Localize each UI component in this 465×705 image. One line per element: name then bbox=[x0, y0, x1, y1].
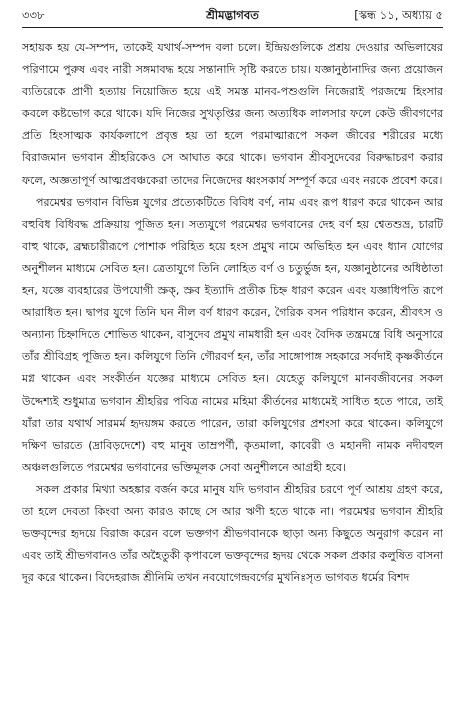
page-body bbox=[22, 37, 443, 589]
paragraph-1: সহায়ক হয় যে-সম্পদ, তাকেই যথার্থ-সম্পদ বলা চলে। ইন্দ্রিয়গুলিকে প্রশ্রয় দেওয়ার অভিলাষের পরিণামে পুরুষ এবং নারী সঙ্গমাবদ্ধ হয়ে সন্তানাদি সৃষ্টি করতে চায়। যজ্ঞানুষ্ঠানাদির জন্য প্রয়োজন ব্যতিরেকে প্রাণী হত্যায় নিয়োজিত হয়ে এই সমস্ত মানব-পশুগুলি নিজেরাই পরজন্মে হিংসার কবলে কষ্টভোগ করে থাকে। যদি নিজের সুখতৃপ্তির জন্য অত্যধিক লালসার ফলে কেউ জীবগণের প্রতি হিংসাত্মক কার্যকলাপে প্রবৃত্ত হয় তা হলে পরমাত্মারূপে সকল জীবের শরীরের মধ্যে বিরাজমান ভগবান শ্রীহরিকেও সে আঘাত করে থাকে। ভগবান শ্রীবসুদেবের বিরুদ্ধাচরণ করার ফলে, অজ্ঞতাপূর্ণ আত্মপ্রবঞ্চকেরা তাদের নিজেদের ধ্বংসকার্য সম্পূর্ণ করে এবং নরকে প্রবেশ করে। bbox=[22, 41, 443, 187]
running-header bbox=[22, 7, 443, 25]
page-number: ৩৩৮ bbox=[22, 8, 45, 22]
book-title: শ্রীমদ্ভাগবত bbox=[206, 8, 259, 22]
section-reference: [স্কন্ধ ১১, অধ্যায় ৫ bbox=[354, 8, 443, 22]
header-rule bbox=[22, 27, 443, 28]
paragraph-2: পরমেশ্বর ভগবান বিভিন্ন যুগের প্রত্যেকটিতে বিবিধ বর্ণ, নাম এবং রূপ ধারণ করে থাকেন আর বহুবিধ বিধিবদ্ধ প্রক্রিয়ায় পূজিত হন। সত্যযুগে পরমেশ্বর ভগবানের দেহ বর্ণ হয় শ্বেতশুভ্র, চারটি বাহু থাকে, ব্রহ্মচারীরূপে পোশাক পরিহিত হয়ে হংস প্রমুখ নামে অভিহিত হন এবং ধ্যান যোগের অনুশীলন মাধ্যমে সেবিত হন। ত্রেতাযুগে তিনি লোহিত বর্ণ ও চতুর্ভুজ হন, যজ্ঞানুষ্ঠানের অধিষ্ঠাতা হন, যজ্ঞে ব্যবহারের উপযোগী স্রুক্, স্রুব ইত্যাদি প্রতীক চিহ্ন ধারণ করেন এবং যজ্ঞাধিপতি রূপে আরাধিত হন। দ্বাপর যুগে তিনি ঘন নীল বর্ণ ধারণ করেন, গৈরিক বসন পরিধান করেন, শ্রীবৎস ও অন্যান্য চিহ্নাদিতে শোভিত থাকেন, বাসুদেব প্রমুখ নামধারী হন এবং বৈদিক তন্ত্রমন্ত্রে বিধি অনুসারে তাঁর শ্রীবিগ্রহ পূজিত হন। কলিযুগে তিনি গৌরবর্ণ হন, তাঁর সাঙ্গোপাঙ্গ সহকারে সর্বদাই কৃষ্ণকীর্তনে মগ্ন থাকেন এবং সংকীর্তন যজ্ঞের মাধ্যমে সেবিত হন। যেহেতু কলিযুগে মানবজীবনের সকল উদ্দেশ্যই শুধুমাত্র ভগবান শ্রীহরির পবিত্র নামের মহিমা কীর্তনের মাধ্যমেই সাধিত হতে পারে, তাই যাঁরা তার যথার্থ সারমর্ম হৃদয়ঙ্গম করতে পারেন, তারা কলিযুগের প্রশংসা করে থাকেন। কলিযুগে দক্ষিণ ভারতে (দ্রাবিড়দেশে) বহু মানুষ তাম্রপর্ণী, কৃতমালা, কাবেরী ও মহানদী নামক নদীবহুল অঞ্চলগুলিতে পরমেশ্বর ভগবানের ভক্তিমূলক সেবা অনুশীলনে আগ্রহী হবে। bbox=[22, 195, 443, 474]
paragraph-3: সকল প্রকার মিথ্যা অহঙ্কার বর্জন করে মানুষ যদি ভগবান শ্রীহরির চরণে পূর্ণ আশ্রয় গ্রহণ করে, তা হলে দেবতা কিংবা অন্য কারও কাছে সে আর ঋণী হতে থাকে না। পরমেশ্বর ভগবান শ্রীহরি ভক্তবৃন্দের হৃদয়ে বিরাজ করেন বলে ভক্তগণ শ্রীভগবানকে ছাড়া অন্য কিছুতে অনুরাগ করেন না এবং তাই শ্রীভগবানও তাঁর অহৈতুকী কৃপাবলে ভক্তবৃন্দের হৃদয় থেকে সকল প্রকার কলুষিত বাসনা দূর করে থাকেন। বিদেহরাজ শ্রীনিমি তখন নবযোগেন্দ্রবর্গের মুখনিঃসৃত ভাগবত ধর্মের বিশদ bbox=[22, 482, 443, 585]
